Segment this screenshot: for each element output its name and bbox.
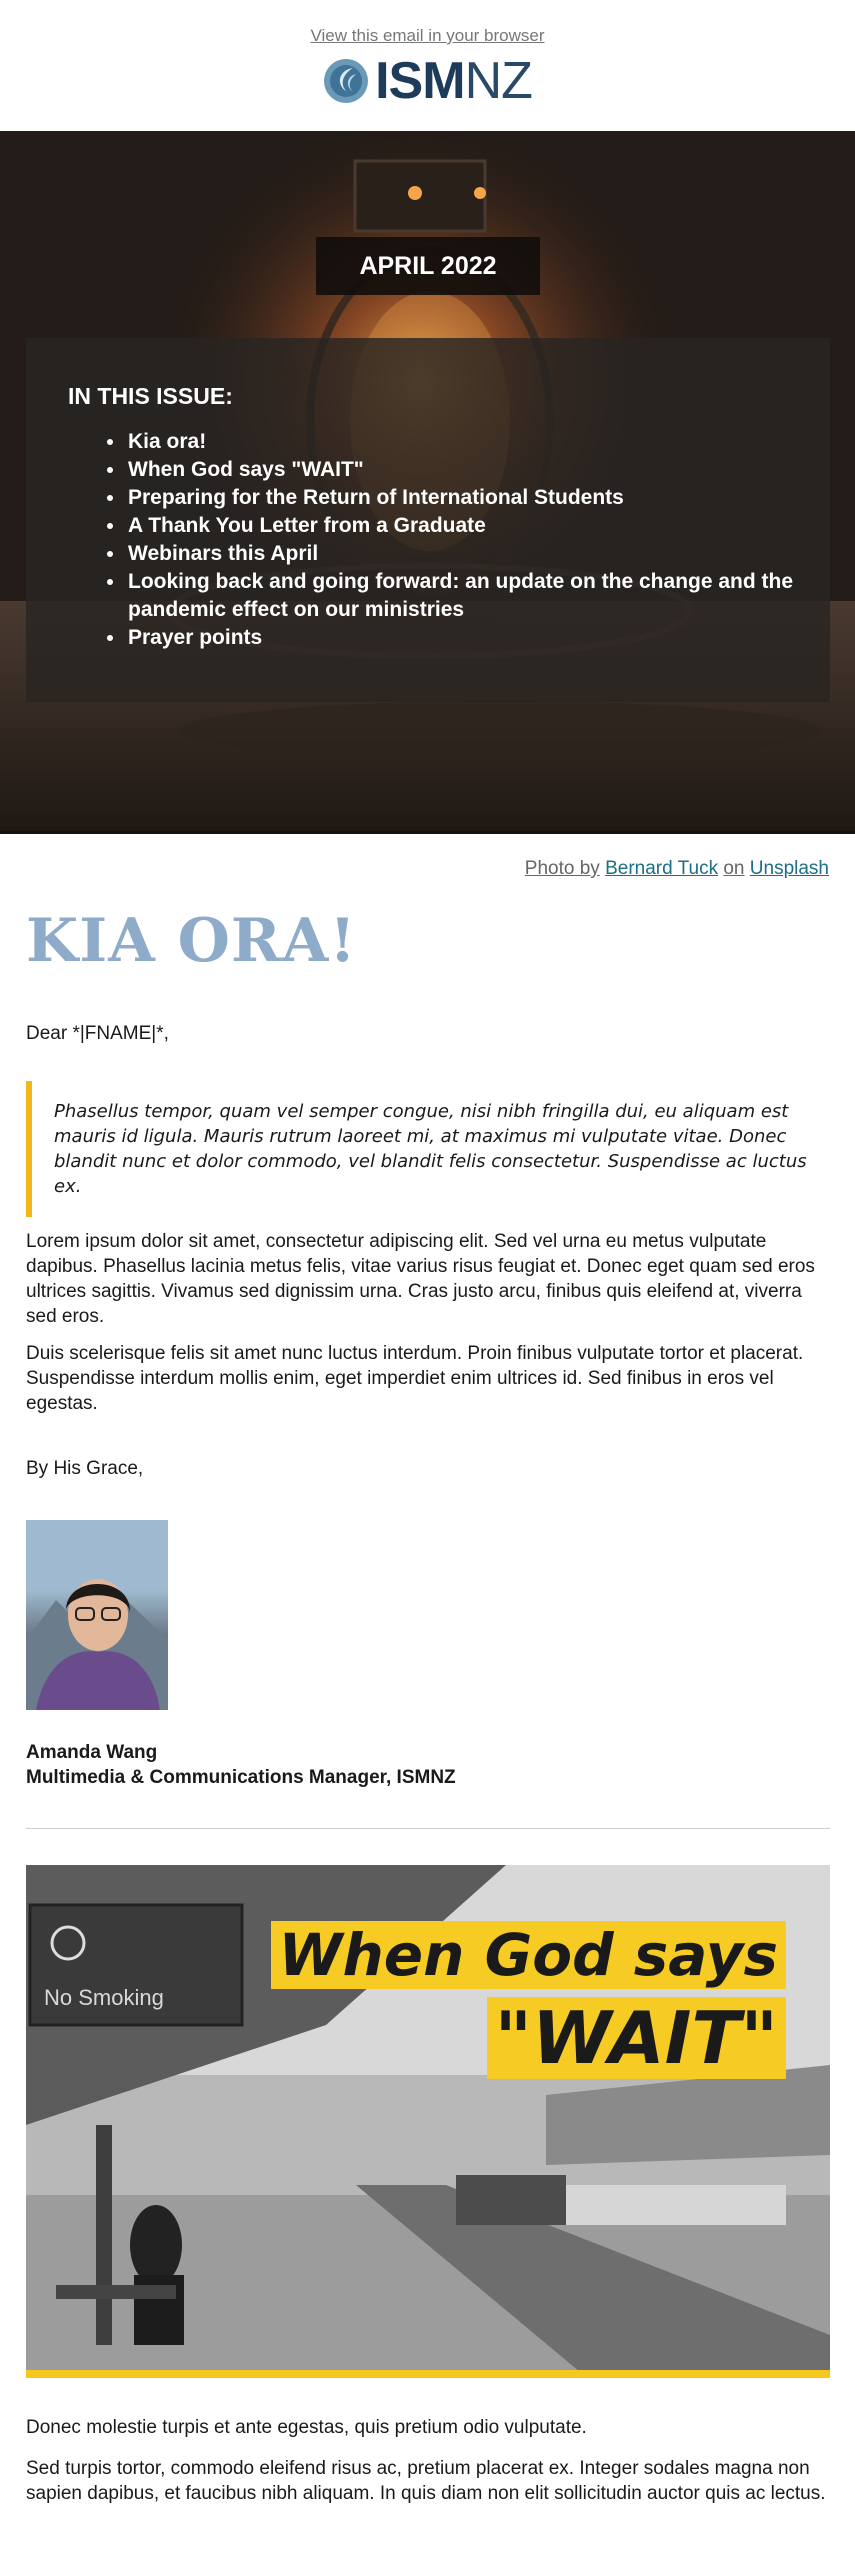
- kia-ora-section: [26, 905, 830, 1829]
- signer-title: Multimedia & Communications Manager, ISMNZ: [26, 1767, 456, 1788]
- in-this-issue-title: IN THIS ISSUE:: [68, 383, 233, 409]
- unsplash-link[interactable]: Unsplash: [749, 858, 829, 879]
- body-paragraph: Donec molestie turpis et ante egestas, quis pretium odio vulputate.: [26, 2417, 587, 2438]
- ismnz-logo[interactable]: [0, 52, 855, 110]
- issue-item[interactable]: • Looking back and going forward: an update on the change and the pandemic effect on our ministries: [126, 568, 800, 624]
- issue-item[interactable]: • When God says "WAIT": [126, 456, 800, 484]
- signer-name: Amanda Wang: [26, 1742, 158, 1763]
- ismnz-logo-icon: [323, 58, 369, 104]
- credit-prefix: Photo by: [524, 858, 600, 879]
- issue-date-badge: APRIL 2022: [316, 237, 540, 295]
- wait-title-overlay: [271, 1921, 786, 2079]
- author-photo: [26, 1520, 168, 1710]
- issue-list: [68, 428, 800, 652]
- signature: [26, 1740, 830, 1790]
- body-paragraph: Sed turpis tortor, commodo eleifend risus ac, pretium placerat ex. Integer sodales magna non sapien dapibus, et faucibus nibh aliquam. In quis diam non elit sollicitudin auctor quis ac lectus.: [26, 2458, 826, 2504]
- view-in-browser-link[interactable]: View this email in your browser: [310, 26, 545, 45]
- photographer-link[interactable]: Bernard Tuck: [605, 858, 719, 879]
- section-heading: KIA ORA!: [26, 906, 357, 976]
- no-smoking-sign-text: No Smoking: [44, 1985, 164, 2010]
- body-paragraph: Duis scelerisque felis sit amet nunc luctus interdum. Proin finibus vulputate tortor et placerat. Suspendisse interdum mollis enim, eget imperdiet enim ultrices id. Sed finibus in eros vel egestas.: [26, 1343, 804, 1414]
- issue-item[interactable]: • Prayer points: [126, 624, 800, 652]
- wait-title-line2: "WAIT": [487, 1997, 787, 2079]
- wait-section-text: [26, 2415, 830, 2522]
- wait-article-image[interactable]: [26, 1865, 830, 2377]
- closing-line: By His Grace,: [26, 1458, 144, 1479]
- logo-text-bold: ISM: [375, 52, 465, 110]
- in-this-issue-panel: [26, 338, 830, 702]
- issue-item[interactable]: • Preparing for the Return of International Students: [126, 484, 800, 512]
- issue-item[interactable]: • A Thank You Letter from a Graduate: [126, 512, 800, 540]
- issue-item[interactable]: • Kia ora!: [126, 428, 800, 456]
- credit-middle: on: [723, 858, 745, 879]
- author-portrait-image: [26, 1520, 168, 1710]
- blockquote: Phasellus tempor, quam vel semper congue, nisi nibh fringilla dui, eu aliquam est mauris id ligula. Mauris rutrum laoreet mi, at maximus mi vulputate vitae. Donec blandit nunc et dolor commodo, vel blandit felis consectetur. Suspendisse ac luctus ex.: [26, 1081, 830, 1217]
- logo-text-light: NZ: [464, 52, 532, 110]
- wait-title-line1: When God says: [271, 1921, 786, 1989]
- section-divider: [26, 1828, 830, 1829]
- greeting: Dear *|FNAME|*,: [26, 1023, 169, 1044]
- issue-item[interactable]: • Webinars this April: [126, 540, 800, 568]
- body-paragraph: Lorem ipsum dolor sit amet, consectetur adipiscing elit. Sed vel urna eu metus vulputate dapibus. Phasellus lacinia metus felis, vitae varius risus feugiat et. Donec eget quam sed eros ultrices sagittis. Vivamus sed dignissim urna. Cras justo arcu, finibus quis eleifend at, viverra sed eros.: [26, 1231, 815, 1327]
- photo-credit: [525, 858, 829, 880]
- yellow-accent-bar: [26, 2370, 830, 2378]
- email-header: [0, 0, 855, 110]
- hero-banner: [0, 131, 855, 834]
